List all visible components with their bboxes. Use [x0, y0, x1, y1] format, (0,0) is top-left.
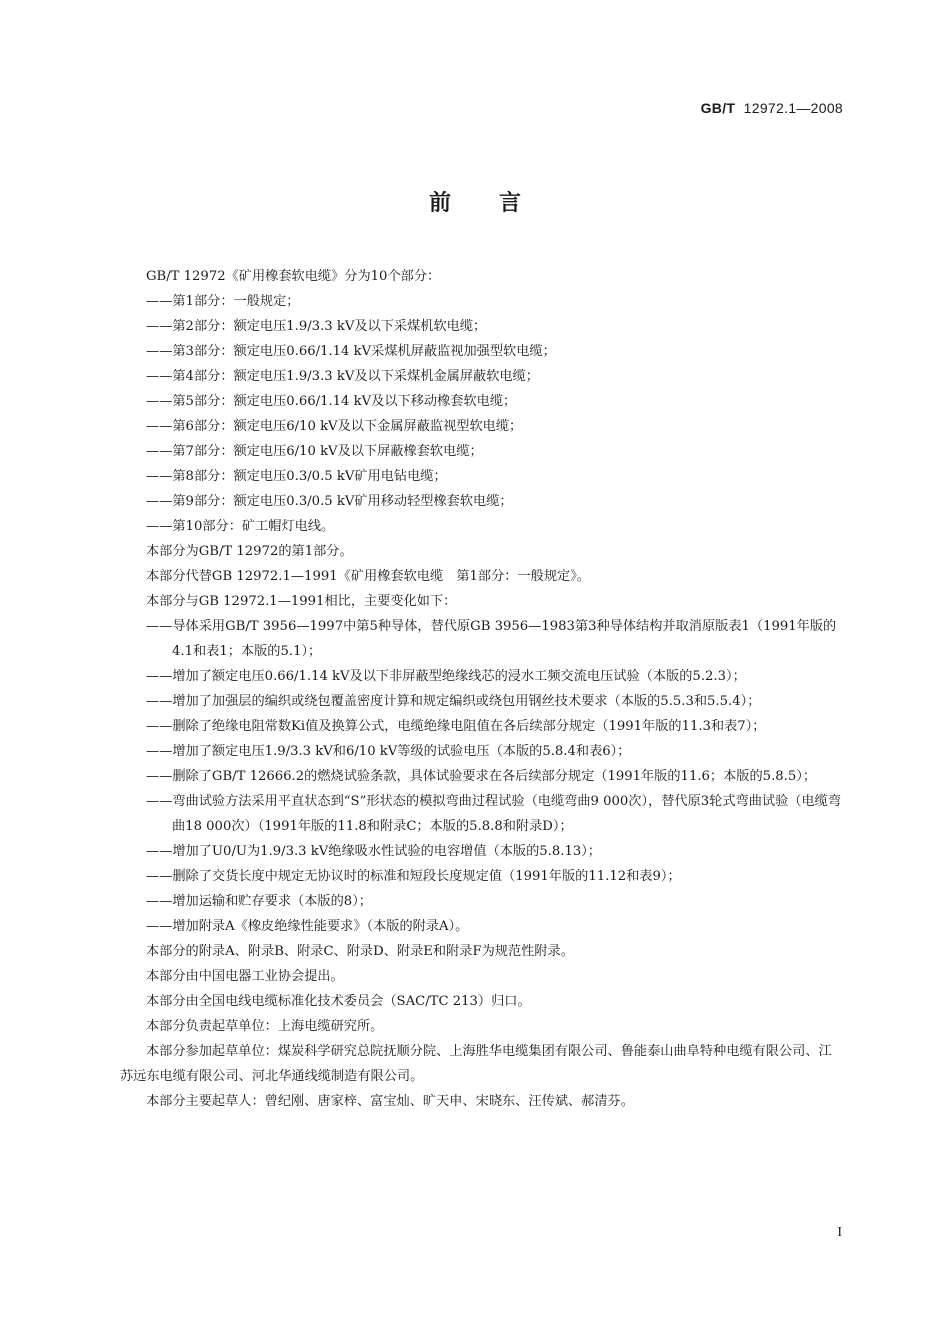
change-item: ——增加了U0/U为1.9/3.3 kV绝缘吸水性试验的电容增值（本版的5.8.13）； [146, 844, 601, 859]
part-item: ——第2部分：额定电压1.9/3.3 kV及以下采煤机软电缆； [146, 319, 487, 334]
change-item: ——增加附录A《橡皮绝缘性能要求》（本版的附录A）。 [146, 919, 469, 934]
changes-intro-paragraph: 本部分与GB 12972.1—1991相比，主要变化如下： [146, 594, 457, 609]
intro-paragraph: GB/T 12972《矿用橡套软电缆》分为10个部分： [146, 269, 441, 284]
drafting-unit-paragraph: 本部分负责起草单位：上海电缆研究所。 [146, 1019, 384, 1034]
part-item: ——第8部分：额定电压0.3/0.5 kV矿用电钻电缆； [146, 469, 447, 484]
replaces-paragraph: 本部分代替GB 12972.1—1991《矿用橡套软电缆 第1部分：一般规定》。 [146, 569, 590, 584]
drafters-paragraph: 本部分主要起草人：曾纪刚、唐家梓、富宝灿、旷天申、宋晓东、汪传斌、郝清芬。 [146, 1094, 634, 1109]
proposed-paragraph: 本部分由中国电器工业协会提出。 [146, 969, 344, 984]
change-item: ——弯曲试验方法采用平直状态到“S”形状态的模拟弯曲过程试验（电缆弯曲9 000次），替代原3轮式弯曲试验（电缆弯曲18 000次）（1991年版的11.8和附录C；本版的5.8.8和附录D）； [146, 794, 842, 834]
part-item: ——第4部分：额定电压1.9/3.3 kV及以下采煤机金属屏蔽软电缆； [146, 369, 539, 384]
change-item: ——导体采用GB/T 3956—1997中第5种导体，替代原GB 3956—1983第3种导体结构并取消原版表1（1991年版的4.1和表1；本版的5.1）； [146, 619, 837, 659]
change-item: ——增加了额定电压0.66/1.14 kV及以下非屏蔽型绝缘线芯的浸水工频交流电压试验（本版的5.2.3）； [146, 669, 746, 684]
change-item: ——增加了加强层的编织或绕包覆盖密度计算和规定编织或绕包用钢丝技术要求（本版的5.5.3和5.5.4）； [146, 694, 761, 709]
this-part-paragraph: 本部分为GB/T 12972的第1部分。 [146, 544, 353, 559]
part-item: ——第7部分：额定电压6/10 kV及以下屏蔽橡套软电缆； [146, 444, 483, 459]
standard-code: 12972.1—2008 [743, 100, 843, 116]
change-item: ——删除了GB/T 12666.2的燃烧试验条款，具体试验要求在各后续部分规定（1991年版的11.6；本版的5.8.5）； [146, 769, 817, 784]
annexes-paragraph: 本部分的附录A、附录B、附录C、附录D、附录E和附录F为规范性附录。 [146, 944, 574, 959]
centralized-paragraph: 本部分由全国电线电缆标准化技术委员会（SAC/TC 213）归口。 [146, 994, 531, 1009]
change-item: ——删除了交货长度中规定无协议时的标准和短段长度规定值（1991年版的11.12和表9）； [146, 869, 681, 884]
part-item: ——第6部分：额定电压6/10 kV及以下金属屏蔽监视型软电缆； [146, 419, 523, 434]
participants-paragraph: 本部分参加起草单位：煤炭科学研究总院抚顺分院、上海胜华电缆集团有限公司、鲁能泰山曲阜特种电缆有限公司、江苏远东电缆有限公司、河北华通线缆制造有限公司。 [120, 1044, 832, 1084]
page-number: I [837, 1225, 842, 1240]
page-title: 前言 [428, 191, 569, 216]
change-item: ——增加了额定电压1.9/3.3 kV和6/10 kV等级的试验电压（本版的5.8.4和表6）； [146, 744, 631, 759]
part-item: ——第3部分：额定电压0.66/1.14 kV采煤机屏蔽监视加强型软电缆； [146, 344, 556, 359]
part-item: ——第1部分：一般规定； [146, 294, 300, 309]
part-item: ——第9部分：额定电压0.3/0.5 kV矿用移动轻型橡套软电缆； [146, 494, 513, 509]
change-item: ——增加运输和贮存要求（本版的8）； [146, 894, 372, 909]
foreword-body [120, 264, 844, 1114]
part-item: ——第10部分：矿工帽灯电线。 [146, 519, 335, 534]
standard-number [701, 100, 843, 116]
change-item: ——删除了绝缘电阻常数Ki值及换算公式，电缆绝缘电阻值在各后续部分规定（1991年版的11.3和表7）； [146, 719, 766, 734]
part-item: ——第5部分：额定电压0.66/1.14 kV及以下移动橡套软电缆； [146, 394, 517, 409]
standard-prefix: GB/T [700, 100, 736, 116]
